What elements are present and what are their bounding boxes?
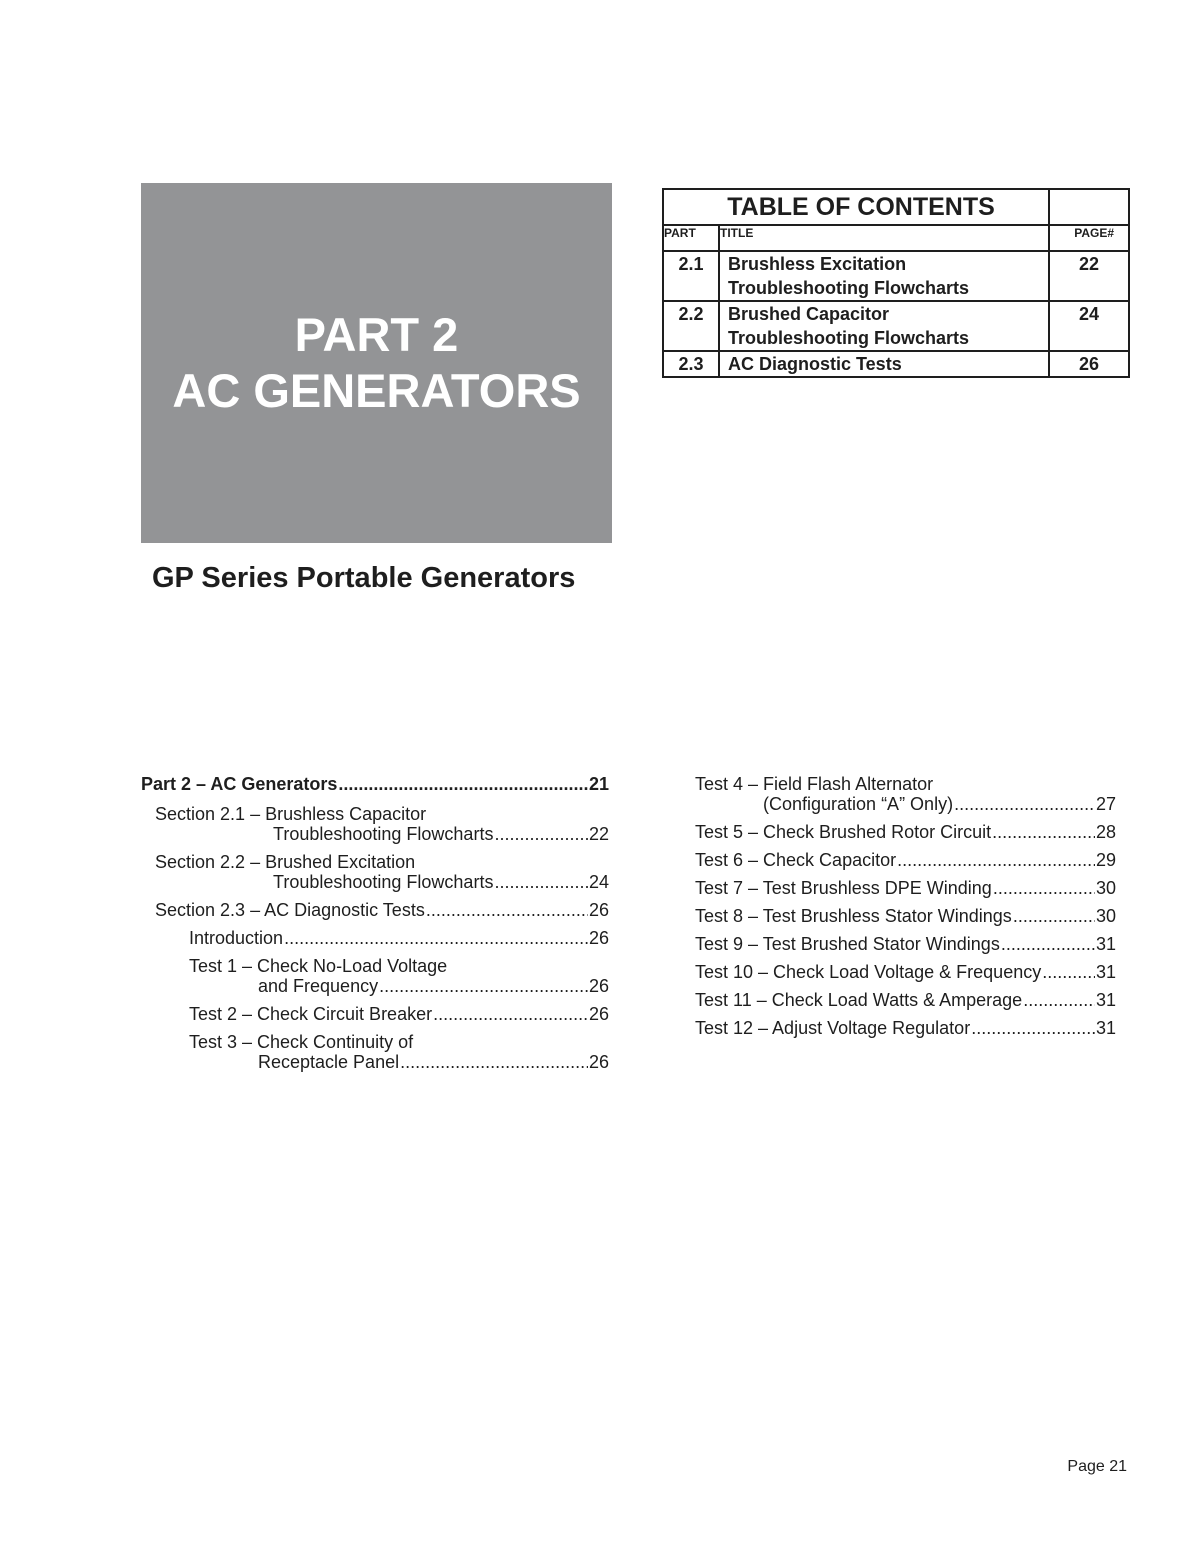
toc-row-title-line: Troubleshooting Flowcharts [728, 328, 970, 348]
toc-row-title [719, 351, 1049, 377]
index-entry-title: Test 10 – Check Load Voltage & Frequency [695, 962, 1042, 982]
index-entry-part[interactable] [141, 774, 609, 794]
leader-dots [284, 928, 588, 948]
index-entry-title-cont: Troubleshooting Flowcharts [273, 872, 494, 892]
index-entry-page: 31 [1095, 1018, 1116, 1038]
part-number-heading: PART 2 [294, 308, 459, 361]
index-entry-test-2[interactable] [141, 1004, 609, 1024]
leader-dots [993, 878, 1095, 898]
index-entry-page: 26 [588, 1052, 609, 1072]
index-entry-test-11[interactable] [695, 990, 1116, 1010]
toc-row-title-line: Brushless Excitation [728, 254, 907, 274]
leader-dots [954, 794, 1095, 814]
index-entry-title: Test 4 – Field Flash Alternator [695, 774, 934, 794]
index-entry-page: 26 [588, 928, 609, 948]
series-subtitle: GP Series Portable Generators [152, 562, 576, 594]
toc-row-title-line: Troubleshooting Flowcharts [728, 278, 970, 298]
index-entry-title: Test 7 – Test Brushless DPE Winding [695, 878, 992, 898]
index-entry-page: 26 [588, 1004, 609, 1024]
index-entry-title: Test 5 – Check Brushed Rotor Circuit [695, 822, 992, 842]
toc-row-title [719, 251, 1049, 301]
toc-header-page: PAGE# [1049, 225, 1129, 251]
index-entry-page: 24 [588, 872, 609, 892]
index-entry-test-5[interactable] [695, 822, 1116, 842]
index-entry-test-7[interactable] [695, 878, 1116, 898]
index-entry-page: 31 [1095, 934, 1116, 954]
leader-dots [494, 824, 588, 844]
toc-table [662, 188, 1130, 378]
toc-row-page: 22 [1049, 251, 1129, 301]
index-entry-page: 27 [1095, 794, 1116, 814]
leader-dots [1001, 934, 1095, 954]
index-entry-title: Test 2 – Check Circuit Breaker [189, 1004, 433, 1024]
index-entry-title: Test 12 – Adjust Voltage Regulator [695, 1018, 971, 1038]
index-entry-page: 28 [1095, 822, 1116, 842]
leader-dots [494, 872, 588, 892]
index-entry-title-cont: Receptacle Panel [258, 1052, 400, 1072]
leader-dots [379, 976, 588, 996]
index-entry-title-cont: Troubleshooting Flowcharts [273, 824, 494, 844]
index-entry-section-2-1[interactable] [141, 804, 609, 844]
toc-row-title [719, 301, 1049, 351]
toc-row-part: 2.3 [663, 351, 719, 377]
index-entry-title: Section 2.2 – Brushed Excitation [155, 852, 416, 872]
index-entry-test-1[interactable] [141, 956, 609, 996]
index-entry-title: Introduction [189, 928, 284, 948]
part-title-heading: AC GENERATORS [172, 364, 581, 417]
index-entry-test-4[interactable] [695, 774, 1116, 814]
toc-row [663, 351, 1129, 377]
index-entry-title-cont: (Configuration “A” Only) [763, 794, 954, 814]
index-entry-title-cont: and Frequency [258, 976, 379, 996]
index-entry-introduction[interactable] [141, 928, 609, 948]
index-entry-title: Test 1 – Check No-Load Voltage [189, 956, 448, 976]
index-entry-title: Part 2 – AC Generators [141, 774, 338, 794]
leader-dots [338, 774, 588, 794]
leader-dots [426, 900, 588, 920]
leader-dots [1023, 990, 1095, 1010]
leader-dots [433, 1004, 588, 1024]
toc-row-title-line: AC Diagnostic Tests [728, 354, 902, 374]
leader-dots [400, 1052, 588, 1072]
index-entry-test-6[interactable] [695, 850, 1116, 870]
index-entry-test-12[interactable] [695, 1018, 1116, 1038]
index-entry-section-2-3[interactable] [141, 900, 609, 920]
index-entry-section-2-2[interactable] [141, 852, 609, 892]
index-entry-test-9[interactable] [695, 934, 1116, 954]
index-entry-title: Section 2.1 – Brushless Capacitor [155, 804, 427, 824]
toc-row [663, 301, 1129, 351]
index-entry-test-10[interactable] [695, 962, 1116, 982]
toc-row-page: 26 [1049, 351, 1129, 377]
index-entry-page: 22 [588, 824, 609, 844]
leader-dots [971, 1018, 1095, 1038]
index-entry-page: 29 [1095, 850, 1116, 870]
toc-row [663, 251, 1129, 301]
index-entry-page: 30 [1095, 878, 1116, 898]
toc-row-part: 2.1 [663, 251, 719, 301]
index-entry-title: Test 3 – Check Continuity of [189, 1032, 414, 1052]
index-entry-title: Test 8 – Test Brushless Stator Windings [695, 906, 1012, 926]
leader-dots [1013, 906, 1095, 926]
index-entry-title: Test 11 – Check Load Watts & Amperage [695, 990, 1023, 1010]
toc-table-title: TABLE OF CONTENTS [663, 189, 1049, 225]
index-entry-page: 26 [588, 900, 609, 920]
leader-dots [1042, 962, 1095, 982]
index-entry-page: 31 [1095, 962, 1116, 982]
index-column-right [695, 774, 1116, 1046]
index-entry-test-8[interactable] [695, 906, 1116, 926]
index-column-left [141, 774, 609, 1080]
index-entry-page: 26 [588, 976, 609, 996]
index-entry-title: Test 6 – Check Capacitor [695, 850, 897, 870]
index-entry-test-3[interactable] [141, 1032, 609, 1072]
toc-row-title-line: Brushed Capacitor [728, 304, 890, 324]
leader-dots [897, 850, 1095, 870]
leader-dots [992, 822, 1095, 842]
index-entry-page: 21 [588, 774, 609, 794]
toc-header-title: TITLE [719, 225, 1049, 251]
index-entry-title: Section 2.3 – AC Diagnostic Tests [155, 900, 425, 920]
index-entry-page: 31 [1095, 990, 1116, 1010]
toc-row-page: 24 [1049, 301, 1129, 351]
index-entry-title: Test 9 – Test Brushed Stator Windings [695, 934, 1000, 954]
toc-header-part: PART [663, 225, 719, 251]
index-entry-page: 30 [1095, 906, 1116, 926]
toc-title-empty-cell [1049, 189, 1129, 225]
toc-row-part: 2.2 [663, 301, 719, 351]
part-header-box [141, 183, 612, 543]
page-number: Page 21 [1067, 1458, 1127, 1475]
